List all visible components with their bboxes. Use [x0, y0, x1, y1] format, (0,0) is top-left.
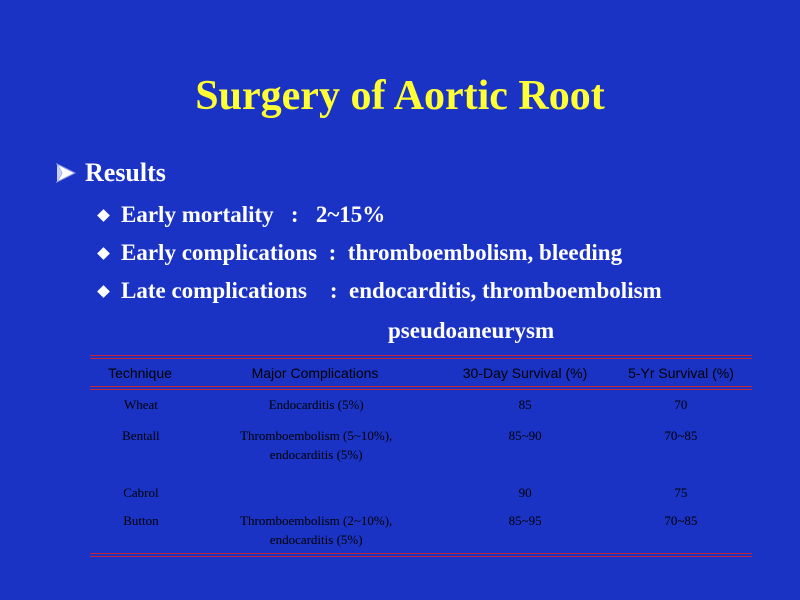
cell-5-yr-survival: 75: [674, 485, 688, 500]
header-technique: Technique: [108, 364, 172, 381]
sub-bullet-label: Late complications : endocarditis, thromboembolism: [121, 278, 662, 303]
cell-complications: Thromboembolism (5~10%), endocarditis (5%): [240, 428, 393, 462]
cell-complications: Endocarditis (5%): [268, 397, 364, 412]
cell-30-day-survival: 85: [518, 397, 532, 412]
diamond-bullet-icon: [97, 209, 110, 222]
sub-bullet-late-complications: [96, 278, 662, 304]
cell-technique: Cabrol: [123, 485, 159, 500]
table-bottom-rule: [90, 553, 752, 554]
results-table: [90, 355, 752, 557]
cell-technique: Wheat: [123, 397, 158, 412]
sub-bullet-label: Early complications : thromboembolism, bleeding: [121, 240, 623, 265]
diamond-bullet-icon: [97, 285, 110, 298]
cell-5-yr-survival: 70~85: [664, 513, 698, 528]
sub-bullet-early-complications: [96, 240, 622, 266]
table-top-rule: [90, 355, 752, 356]
cell-30-day-survival: 85~90: [508, 428, 542, 443]
cell-5-yr-survival: 70: [674, 397, 688, 412]
cell-complications: [192, 478, 441, 506]
table-header-rule: [90, 386, 752, 387]
cell-30-day-survival: 90: [518, 485, 532, 500]
sub-bullet-label: Early mortality : 2~15%: [121, 202, 386, 227]
header-30-day-survival: 30-Day Survival (%): [462, 364, 588, 381]
cell-technique: Bentall: [122, 428, 160, 443]
sub-bullet-continuation: pseudoaneurysm: [388, 318, 555, 343]
cell-technique: Button: [123, 513, 159, 528]
bullet-results-label: Results: [85, 158, 166, 187]
cell-complications: Thromboembolism (2~10%), endocarditis (5%): [240, 513, 393, 547]
table-bottom-rule: [90, 556, 752, 557]
table-row: [90, 421, 752, 478]
table-row: [90, 390, 752, 421]
header-major-complications: Major Complications: [251, 364, 379, 381]
table-header-row: [90, 359, 752, 386]
table-row: [90, 506, 752, 553]
table-row: [90, 478, 752, 506]
header-5-yr-survival: 5-Yr Survival (%): [628, 364, 734, 381]
cell-5-yr-survival: 70~85: [664, 428, 698, 443]
sub-bullet-early-mortality: [96, 202, 385, 228]
cell-30-day-survival: 85~95: [508, 513, 542, 528]
arrow-bullet-icon: [55, 162, 77, 184]
bullet-results: [55, 158, 166, 188]
diamond-bullet-icon: [97, 247, 110, 260]
slide-title: Surgery of Aortic Root: [195, 73, 605, 119]
